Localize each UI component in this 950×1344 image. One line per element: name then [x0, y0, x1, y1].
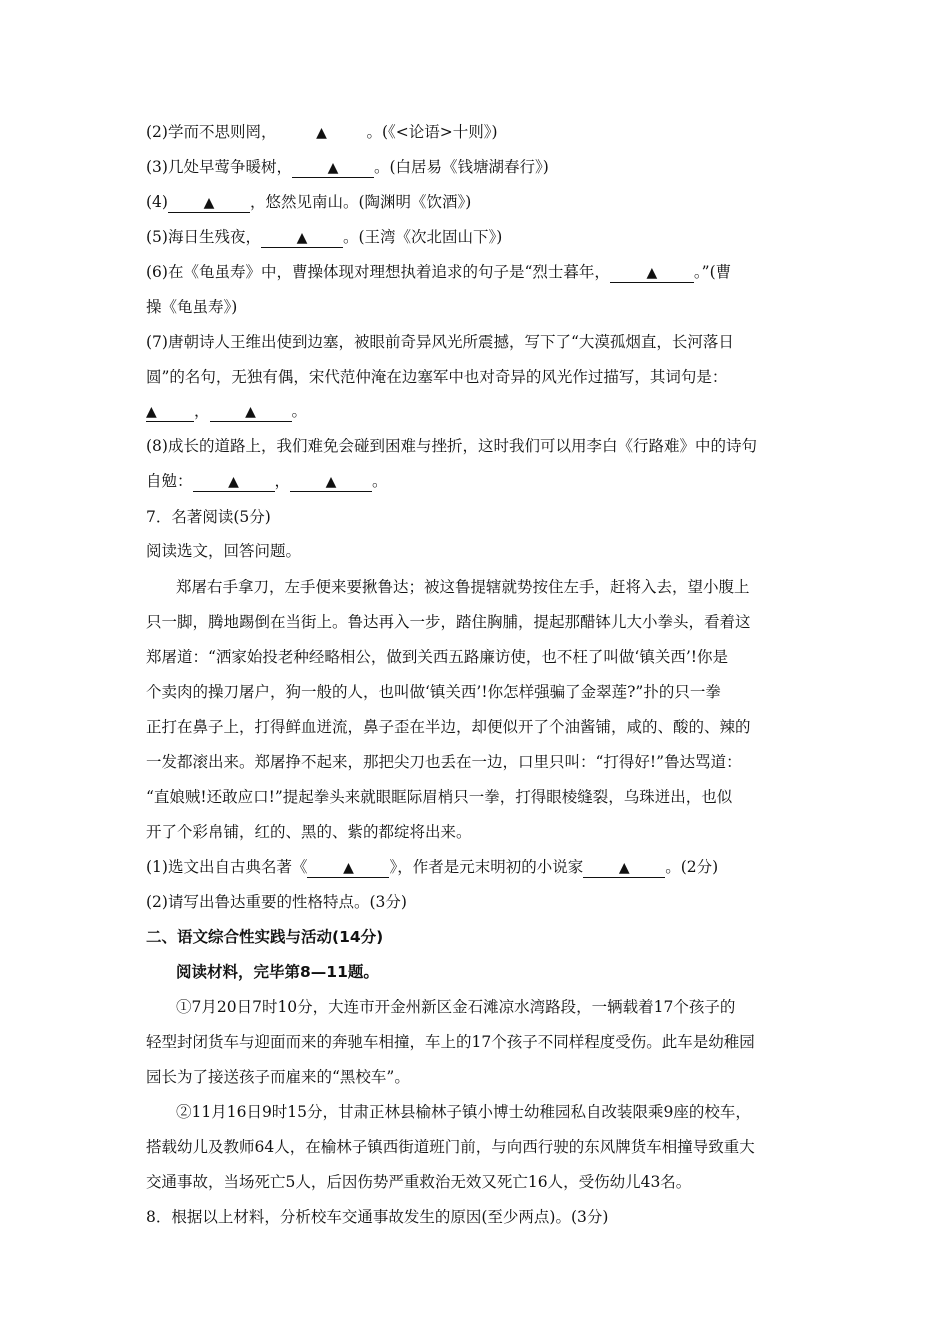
answer-blank[interactable]	[290, 472, 372, 492]
material-line: 搭载幼儿及教师64人，在榆林子镇西街道班门前，与向西行驶的东风牌货车相撞导致重大	[146, 1138, 755, 1156]
passage-line: 郑屠右手拿刀，左手便来要揪鲁达；被这鲁提辖就势按住左手，赶将入去，望小腹上	[176, 578, 750, 596]
answer-blank[interactable]	[307, 858, 389, 878]
material-line: ②11月16日9时15分，甘肃正林县榆林子镇小博士幼稚园私自改装限乘9座的校车，	[176, 1103, 751, 1121]
triangle-icon: ▲	[327, 160, 339, 176]
answer-blank[interactable]	[210, 402, 292, 422]
triangle-icon: ▲	[646, 265, 658, 281]
passage-line: 郑屠道：“洒家始投老种经略相公，做到关西五路廉访使，也不枉了叫做‘镇关西’!你是	[146, 648, 729, 666]
q6-item-4: (4) ▲ ，悠然见南山。(陶渊明《饮酒》)	[146, 193, 472, 211]
section-instruction: 阅读材料，完毕第8—11题。	[176, 963, 379, 981]
answer-blank[interactable]	[168, 193, 250, 213]
question-8: 8．根据以上材料，分析校车交通事故发生的原因(至少两点)。(3分)	[146, 1208, 609, 1226]
q7-sub-1: (1)选文出自古典名著《 ▲ 》，作者是元末明初的小说家 ▲ 。(2分)	[146, 858, 719, 876]
material-line: 交通事故，当场死亡5人，后因伤势严重救治无效又死亡16人，受伤幼儿43名。	[146, 1173, 692, 1191]
q6-item-8: (8)成长的道路上，我们难免会碰到困难与挫折，这时我们可以用李白《行路难》中的诗句	[146, 437, 757, 455]
triangle-icon: ▲	[296, 230, 308, 246]
passage-line: 正打在鼻子上，打得鲜血迸流，鼻子歪在半边，却便似开了个油酱铺，咸的、酸的、辣的	[146, 718, 751, 736]
material-line: 轻型封闭货车与迎面而来的奔驰车相撞，车上的17个孩子不同样程度受伤。此车是幼稚园	[146, 1033, 755, 1051]
triangle-icon: ▲	[325, 474, 337, 490]
triangle-icon: ▲	[343, 860, 354, 876]
answer-blank[interactable]	[276, 123, 366, 142]
passage-line: 一发都滚出来。郑屠挣不起来，那把尖刀也丢在一边，口里只叫：“打得好!”鲁达骂道：	[146, 753, 742, 771]
q7-sub-2: (2)请写出鲁达重要的性格特点。(3分)	[146, 893, 407, 911]
triangle-icon: ▲	[316, 125, 327, 141]
question-7-title: 7．名著阅读(5分)	[146, 508, 271, 526]
material-line: ①7月20日7时10分，大连市开金州新区金石滩凉水湾路段，一辆载着17个孩子的	[176, 998, 736, 1016]
q6-item-6: (6)在《龟虽寿》中，曹操体现对理想执着追求的句子是“烈士暮年， ▲ 。”(曹	[146, 263, 732, 281]
passage-line: 个卖肉的操刀屠户，狗一般的人，也叫做‘镇关西’!你怎样强骗了金翠莲?”扑的只一拳	[146, 683, 721, 701]
material-line: 园长为了接送孩子而雇来的“黑校车”。	[146, 1068, 410, 1086]
q6-item-8-blanks: 自勉： ▲ ， ▲ 。	[146, 472, 388, 490]
triangle-icon: ▲	[228, 474, 239, 490]
answer-blank[interactable]	[292, 158, 374, 178]
triangle-icon: ▲	[146, 404, 157, 420]
q6-item-7-blanks: ▲ ， ▲ 。	[146, 402, 308, 420]
q6-item-2: (2)学而不思则罔， ▲ 。(《<论语>十则》)	[146, 123, 498, 141]
triangle-icon: ▲	[618, 860, 630, 876]
q6-item-3: (3)几处早莺争暖树， ▲ 。(白居易《钱塘湖春行》)	[146, 158, 549, 176]
answer-blank[interactable]	[193, 472, 275, 492]
text-line: 操《龟虽寿》)	[146, 298, 238, 316]
triangle-icon: ▲	[245, 404, 256, 420]
text-line: 圆”的名句，无独有偶，宋代范仲淹在边塞军中也对奇异的风光作过描写，其词句是：	[146, 368, 728, 386]
passage-line: 只一脚，腾地踢倒在当街上。鲁达再入一步，踏住胸脯，提起那醋钵儿大小拳头，看着这	[146, 613, 751, 631]
passage-line: 开了个彩帛铺，红的、黑的、紫的都绽将出来。	[146, 823, 472, 841]
q6-item-7: (7)唐朝诗人王维出使到边塞，被眼前奇异风光所震撼，写下了“大漠孤烟直，长河落日	[146, 333, 734, 351]
instruction: 阅读选文，回答问题。	[146, 542, 302, 560]
answer-blank[interactable]	[146, 402, 194, 422]
section-heading: 二、语文综合性实践与活动(14分)	[146, 928, 384, 946]
triangle-icon: ▲	[203, 195, 215, 211]
answer-blank[interactable]	[610, 263, 694, 283]
answer-blank[interactable]	[261, 228, 343, 248]
q6-item-5: (5)海日生残夜， ▲ 。(王湾《次北固山下》)	[146, 228, 503, 246]
answer-blank[interactable]	[583, 858, 665, 878]
passage-line: “直娘贼!还敢应口!”提起拳头来就眼眶际眉梢只一拳，打得眼棱缝裂，乌珠迸出，也似	[146, 788, 733, 806]
